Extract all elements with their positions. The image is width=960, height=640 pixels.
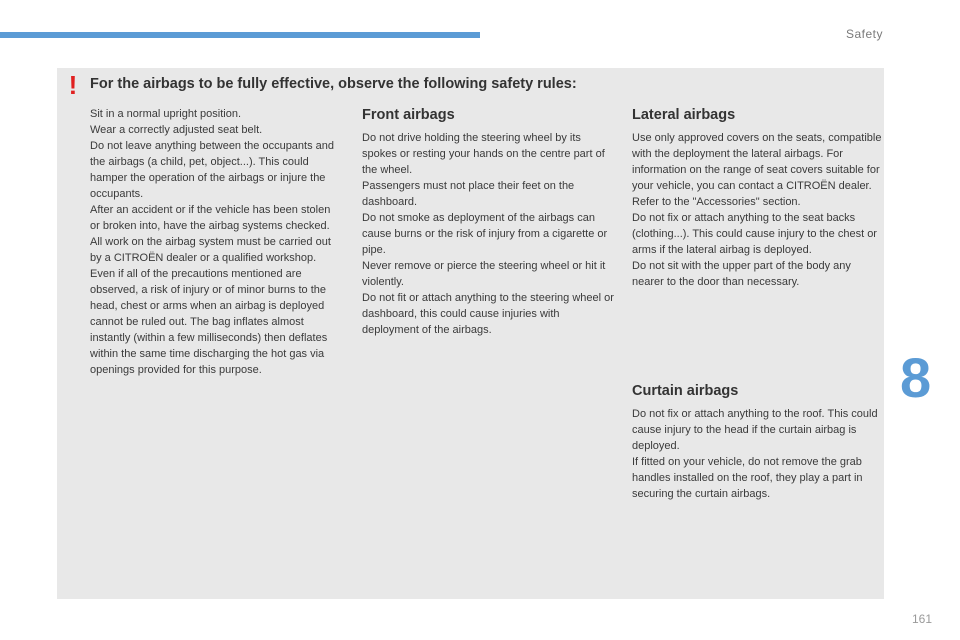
- chapter-number: 8: [900, 346, 932, 409]
- front-airbags-title: Front airbags: [362, 107, 455, 123]
- front-airbags-rule: Passengers must not place their feet on the dashboard.: [362, 180, 575, 208]
- general-rule: Do not leave anything between the occupants and the airbags (a child, pet, object...). This could hamper the operation of the airbags or injure the occupants.: [90, 140, 335, 200]
- front-airbags-rule: Do not drive holding the steering wheel by its spokes or resting your hands on the centre part of the wheel.: [362, 132, 605, 176]
- front-airbags-column: [362, 106, 614, 338]
- front-airbags-rule: Do not smoke as deployment of the airbags can cause burns or the risk of injury from a cigarette or pipe.: [362, 212, 608, 256]
- lateral-airbags-rule: Refer to the "Accessories" section.: [632, 196, 801, 208]
- header-accent-bar: [0, 32, 480, 38]
- general-rule: Sit in a normal upright position.: [90, 108, 242, 120]
- general-rule: After an accident or if the vehicle has been stolen or broken into, have the airbag systems checked.: [90, 204, 331, 232]
- curtain-airbags-column: [632, 382, 882, 502]
- curtain-airbags-title: Curtain airbags: [632, 383, 739, 399]
- general-rules-column: [90, 106, 342, 378]
- lateral-airbags-rule: Do not sit with the upper part of the body any nearer to the door than necessary.: [632, 260, 851, 288]
- lateral-airbags-column: [632, 106, 882, 290]
- lateral-airbags-rule: Do not fix or attach anything to the seat backs (clothing...). This could cause injury to the chest or arms if the lateral airbag is deployed.: [632, 212, 877, 256]
- lateral-airbags-rule: Use only approved covers on the seats, compatible with the deployment the lateral airbags. For information on the range of seat covers suitable for your vehicle, you can contact a CITROËN dealer.: [632, 132, 882, 192]
- front-airbags-rule: Do not fit or attach anything to the steering wheel or dashboard, this could cause injuries with deployment of the airbags.: [362, 292, 614, 336]
- general-rule: Even if all of the precautions mentioned are observed, a risk of injury or of minor burns to the head, chest or arms when an airbag is deployed cannot be ruled out. The bag inflates almost instantly (within a few milliseconds) then deflates within the same time discharging the hot gas via openings provided for this purpose.: [90, 268, 328, 376]
- general-rule: All work on the airbag system must be carried out by a CITROËN dealer or a qualified workshop.: [90, 236, 331, 264]
- front-airbags-rule: Never remove or pierce the steering wheel or hit it violently.: [362, 260, 606, 288]
- section-title: Safety: [846, 27, 884, 41]
- curtain-airbags-rule: Do not fix or attach anything to the roof. This could cause injury to the head if the curtain airbag is deployed.: [632, 408, 878, 452]
- general-rule: Wear a correctly adjusted seat belt.: [90, 124, 263, 136]
- exclamation-icon: !: [68, 70, 78, 100]
- page-number: 161: [912, 612, 933, 626]
- lateral-airbags-title: Lateral airbags: [632, 107, 736, 123]
- panel-heading: For the airbags to be fully effective, observe the following safety rules:: [90, 76, 577, 92]
- curtain-airbags-rule: If fitted on your vehicle, do not remove the grab handles installed on the roof, they play a part in securing the curtain airbags.: [632, 456, 863, 500]
